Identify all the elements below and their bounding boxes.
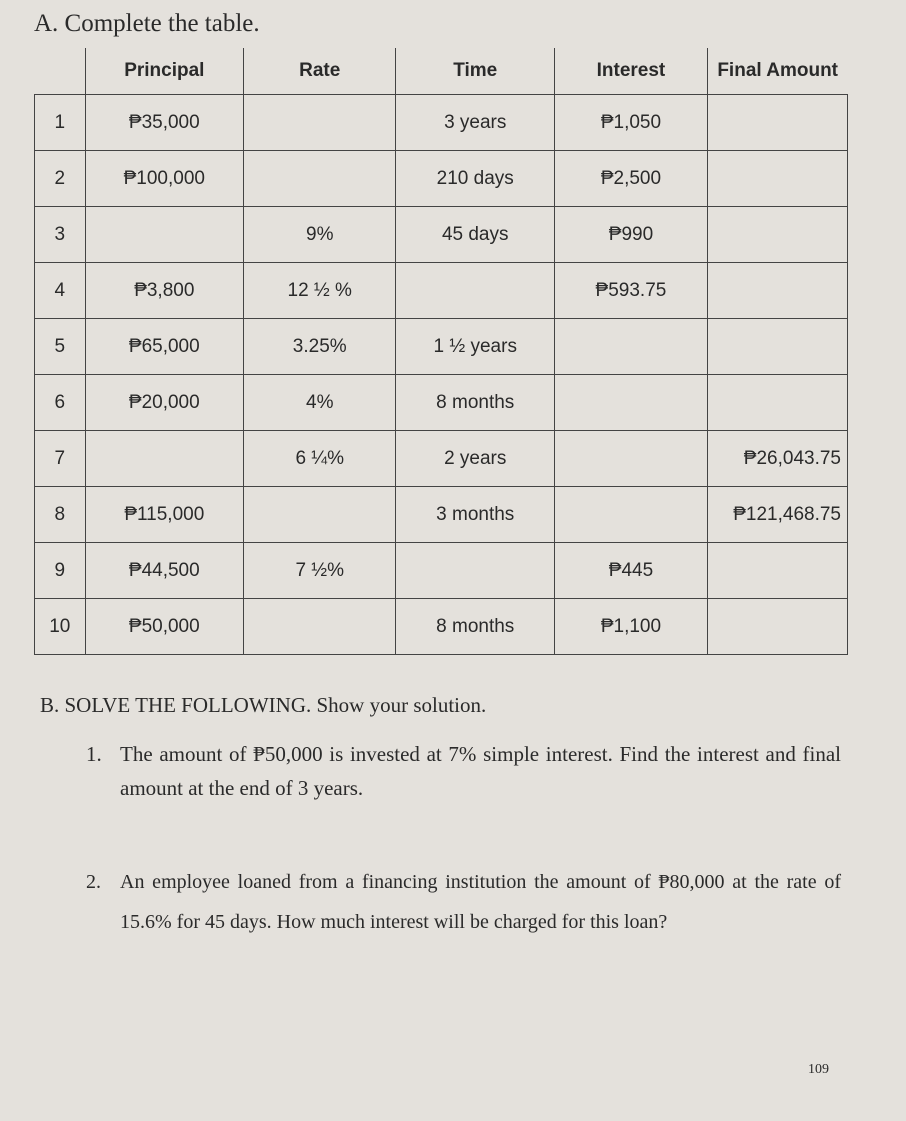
- cell-interest: [555, 487, 708, 543]
- cell-principal: [85, 207, 244, 263]
- section-a-title: A. Complete the table.: [34, 10, 260, 37]
- cell-principal: ₱115,000: [85, 487, 244, 543]
- interest-table: [34, 48, 848, 655]
- cell-final-amount: [707, 599, 847, 655]
- cell-time: 2 years: [396, 431, 555, 487]
- cell-final-amount: [707, 151, 847, 207]
- cell-interest: [555, 431, 708, 487]
- problem-text: The amount of ₱50,000 is invested at 7% simple interest. Find the interest and final amount at the end of 3 years.: [120, 742, 841, 800]
- cell-final-amount: ₱26,043.75: [707, 431, 847, 487]
- cell-time: 8 months: [396, 599, 555, 655]
- table-row: [35, 95, 848, 151]
- cell-final-amount: [707, 375, 847, 431]
- cell-rate: 3.25%: [244, 319, 396, 375]
- table-body: [35, 95, 848, 655]
- cell-interest: ₱445: [555, 543, 708, 599]
- cell-interest: ₱2,500: [555, 151, 708, 207]
- row-number: 8: [35, 487, 86, 543]
- cell-time: [396, 543, 555, 599]
- row-number: 5: [35, 319, 86, 375]
- cell-final-amount: [707, 319, 847, 375]
- cell-time: [396, 263, 555, 319]
- page-number: 109: [808, 1062, 829, 1077]
- header-principal: Principal: [85, 48, 244, 95]
- cell-principal: ₱50,000: [85, 599, 244, 655]
- table-row: [35, 487, 848, 543]
- cell-interest: ₱1,100: [555, 599, 708, 655]
- header-interest: Interest: [555, 48, 708, 95]
- cell-time: 1 ½ years: [396, 319, 555, 375]
- table-row: [35, 599, 848, 655]
- row-number: 7: [35, 431, 86, 487]
- cell-principal: ₱44,500: [85, 543, 244, 599]
- cell-interest: [555, 375, 708, 431]
- cell-time: 8 months: [396, 375, 555, 431]
- problem-number: 2.: [86, 871, 101, 893]
- header-rate: Rate: [244, 48, 396, 95]
- header-number: [35, 48, 86, 95]
- cell-rate: [244, 487, 396, 543]
- cell-time: 3 months: [396, 487, 555, 543]
- cell-final-amount: [707, 95, 847, 151]
- table-header-row: [35, 48, 848, 95]
- cell-rate: [244, 95, 396, 151]
- cell-rate: [244, 151, 396, 207]
- table-row: [35, 207, 848, 263]
- table-row: [35, 431, 848, 487]
- cell-rate: 12 ½ %: [244, 263, 396, 319]
- problem-text: An employee loaned from a financing institution the amount of ₱80,000 at the rate of 15.6% for 45 days. How much interest will be charged for this loan?: [120, 871, 841, 933]
- cell-interest: [555, 319, 708, 375]
- table-row: [35, 151, 848, 207]
- cell-principal: [85, 431, 244, 487]
- cell-final-amount: [707, 207, 847, 263]
- cell-principal: ₱3,800: [85, 263, 244, 319]
- row-number: 9: [35, 543, 86, 599]
- problem-1: [86, 738, 841, 805]
- table-row: [35, 375, 848, 431]
- cell-rate: [244, 599, 396, 655]
- cell-final-amount: ₱121,468.75: [707, 487, 847, 543]
- cell-final-amount: [707, 263, 847, 319]
- row-number: 10: [35, 599, 86, 655]
- cell-rate: 4%: [244, 375, 396, 431]
- header-time: Time: [396, 48, 555, 95]
- section-b-title: B. SOLVE THE FOLLOWING. Show your solution.: [40, 693, 487, 717]
- cell-rate: 7 ½%: [244, 543, 396, 599]
- row-number: 6: [35, 375, 86, 431]
- table-row: [35, 263, 848, 319]
- cell-principal: ₱100,000: [85, 151, 244, 207]
- cell-principal: ₱65,000: [85, 319, 244, 375]
- problem-2: [86, 862, 841, 942]
- header-final-amount: Final Amount: [707, 48, 847, 95]
- cell-principal: ₱35,000: [85, 95, 244, 151]
- row-number: 2: [35, 151, 86, 207]
- cell-principal: ₱20,000: [85, 375, 244, 431]
- cell-time: 3 years: [396, 95, 555, 151]
- row-number: 1: [35, 95, 86, 151]
- row-number: 4: [35, 263, 86, 319]
- row-number: 3: [35, 207, 86, 263]
- cell-interest: ₱1,050: [555, 95, 708, 151]
- cell-final-amount: [707, 543, 847, 599]
- problem-number: 1.: [86, 742, 102, 766]
- table-row: [35, 319, 848, 375]
- cell-rate: 6 ¼%: [244, 431, 396, 487]
- cell-interest: ₱593.75: [555, 263, 708, 319]
- cell-rate: 9%: [244, 207, 396, 263]
- cell-time: 210 days: [396, 151, 555, 207]
- cell-interest: ₱990: [555, 207, 708, 263]
- table-row: [35, 543, 848, 599]
- cell-time: 45 days: [396, 207, 555, 263]
